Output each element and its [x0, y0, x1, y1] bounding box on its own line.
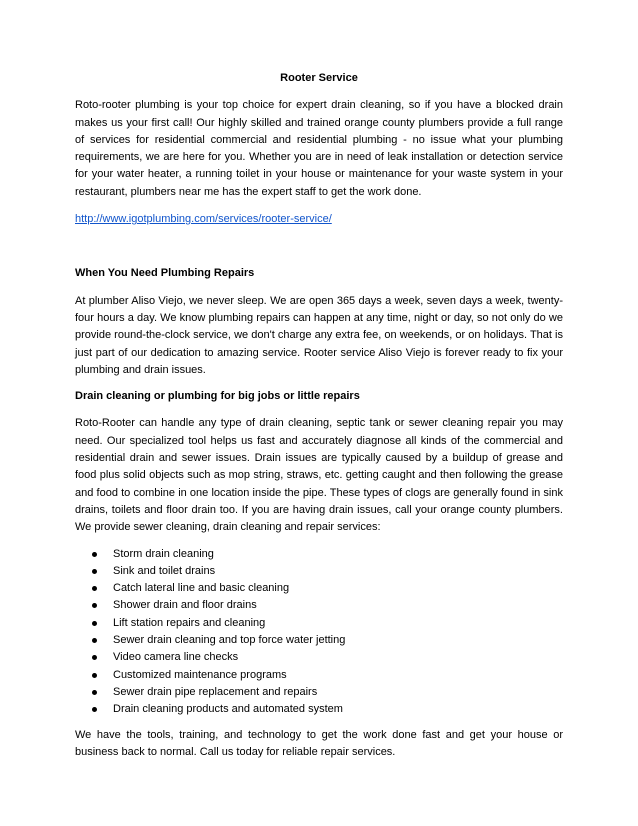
bullet-icon	[92, 638, 97, 643]
list-item: Lift station repairs and cleaning	[75, 615, 563, 632]
bullet-icon	[92, 621, 97, 626]
services-list	[75, 546, 563, 719]
intro-paragraph: Roto-rooter plumbing is your top choice for expert drain cleaning, so if you have a blocked drain makes us your first call! Our highly skilled and trained orange county plumbers provide a full range of services for residential commercial and residential plumbing - no issue what your plumbing requirements, we are here for you. Whether you are in need of leak installation or detection service for your water heater, a running toilet in your house or maintenance for your waste system in your restaurant, plumbers near me has the expert staff to get the work done.	[75, 99, 563, 198]
bullet-icon	[92, 673, 97, 678]
bullet-icon	[92, 552, 97, 557]
drain-cleaning-paragraph: Roto-Rooter can handle any type of drain cleaning, septic tank or sewer cleaning repair you may need. Our specialized tool helps us fast and accurately diagnose all kinds of the commercial and residential drain and sewer issues. Drain issues are typically caused by a buildup of grease and food plus solid objects such as mop string, straws, etc. getting caught and then following the grease and food to combine in one location inside the pipe. These types of clogs are generally found in sink drains, toilets and floor drain too. If you are having drain issues, call your orange county plumbers. We provide sewer cleaning, drain cleaning and repair services:	[75, 417, 563, 534]
bullet-icon	[92, 707, 97, 712]
list-item: Sewer drain cleaning and top force water jetting	[75, 632, 563, 649]
rooter-service-link[interactable]: http://www.igotplumbing.com/services/rooter-service/	[75, 213, 332, 226]
list-item: Storm drain cleaning	[75, 546, 563, 563]
list-item: Customized maintenance programs	[75, 667, 563, 684]
plumbing-repairs-paragraph: At plumber Aliso Viejo, we never sleep. We are open 365 days a week, seven days a week, twenty-four hours a day. We know plumbing repairs can happen at any time, night or day, so not only do we provide round-the-clock service, we don't charge any extra fee, on weekends, or on holidays. That is just part of our dedication to amazing service. Rooter service Aliso Viejo is forever ready to fix your plumbing and drain issues.	[75, 294, 563, 376]
bullet-icon	[92, 586, 97, 591]
bullet-icon	[92, 690, 97, 695]
bullet-icon	[92, 655, 97, 660]
bullet-icon	[92, 569, 97, 574]
link-line	[75, 211, 563, 228]
section-heading-drain-cleaning: Drain cleaning or plumbing for big jobs or little repairs	[75, 390, 360, 403]
list-item: Sink and toilet drains	[75, 563, 563, 580]
list-item: Catch lateral line and basic cleaning	[75, 580, 563, 597]
list-item: Drain cleaning products and automated system	[75, 701, 563, 718]
list-item: Shower drain and floor drains	[75, 597, 563, 614]
list-item: Video camera line checks	[75, 649, 563, 666]
section-heading-plumbing-repairs: When You Need Plumbing Repairs	[75, 267, 255, 280]
bullet-icon	[92, 603, 97, 608]
document-title: Rooter Service	[280, 72, 358, 84]
closing-paragraph: We have the tools, training, and technology to get the work done fast and get your house or business back to normal. Call us today for reliable repair services.	[75, 728, 563, 758]
list-item: Sewer drain pipe replacement and repairs	[75, 684, 563, 701]
document-page	[75, 70, 563, 761]
